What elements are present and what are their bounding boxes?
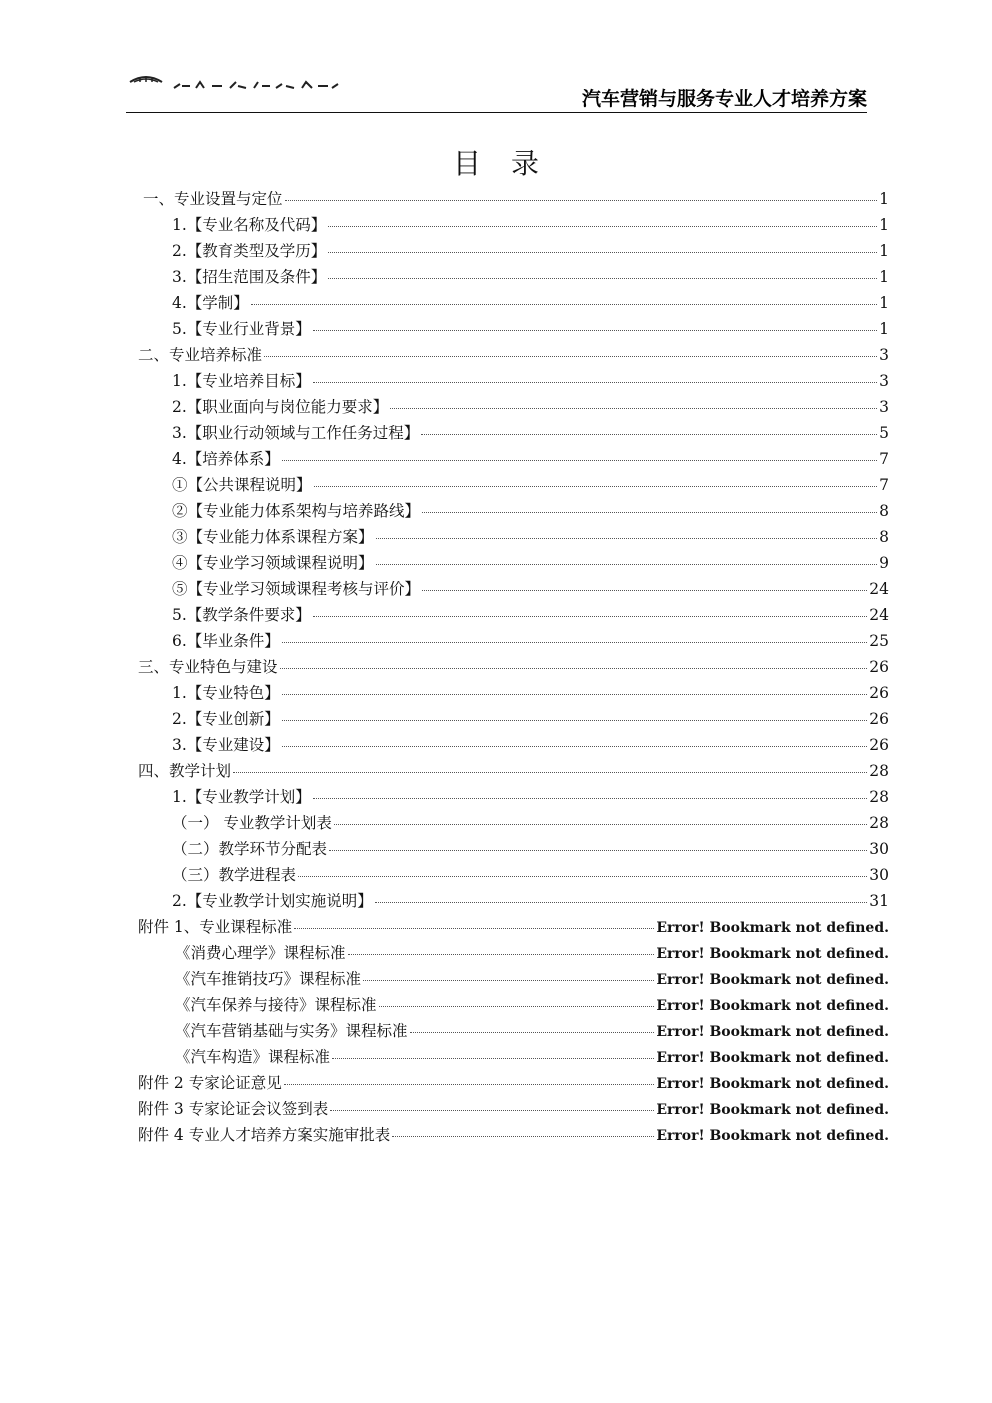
toc-entry-page: 1 xyxy=(879,294,889,312)
toc-entry[interactable] xyxy=(172,602,889,628)
toc-entry[interactable] xyxy=(138,758,889,784)
toc-leader-dots xyxy=(329,849,867,851)
toc-entry-page: 31 xyxy=(869,892,889,910)
toc-entry[interactable] xyxy=(175,1044,889,1070)
toc-entry-label: ③【专业能力体系课程方案】 xyxy=(172,528,374,546)
toc-entry-page: 28 xyxy=(869,788,889,806)
toc-entry[interactable] xyxy=(172,810,889,836)
toc-entry-label: 二、专业培养标准 xyxy=(138,346,263,364)
toc-leader-dots xyxy=(379,1005,655,1007)
toc-entry-label: 三、专业特色与建设 xyxy=(138,658,278,676)
toc-entry-label: 四、教学计划 xyxy=(138,762,232,780)
toc-entry-page: 3 xyxy=(879,372,889,390)
toc-entry-page: 28 xyxy=(869,814,889,832)
toc-leader-dots xyxy=(334,823,867,825)
toc-entry[interactable] xyxy=(172,628,889,654)
toc-entry-label: 3.【招生范围及条件】 xyxy=(172,268,327,286)
toc-entry-page: 3 xyxy=(879,398,889,416)
toc-entry[interactable] xyxy=(172,862,889,888)
toc-entry[interactable] xyxy=(172,446,889,472)
toc-entry[interactable] xyxy=(172,264,889,290)
toc-leader-dots xyxy=(328,251,877,253)
toc-leader-dots xyxy=(363,979,654,981)
toc-entry[interactable] xyxy=(172,550,889,576)
toc-entry-page: 30 xyxy=(869,840,889,858)
toc-entry-label: 《汽车推销技巧》课程标准 xyxy=(175,970,362,988)
toc-entry-label: ①【公共课程说明】 xyxy=(172,476,312,494)
toc-entry-page: Error! Bookmark not defined. xyxy=(656,998,889,1014)
header-title: 汽车营销与服务专业人才培养方案 xyxy=(581,88,867,110)
toc-entry-label: 附件 3 专家论证会议签到表 xyxy=(138,1100,329,1118)
page-header xyxy=(126,70,867,113)
toc-entry-label: 4.【培养体系】 xyxy=(172,450,280,468)
toc-entry-page: 28 xyxy=(869,762,889,780)
toc-entry-label: 《消费心理学》课程标准 xyxy=(175,944,346,962)
toc-leader-dots xyxy=(390,407,877,409)
toc-entry-label: 5.【专业行业背景】 xyxy=(172,320,311,338)
toc-entry-page: 1 xyxy=(879,242,889,260)
toc-leader-dots xyxy=(375,901,867,903)
toc-entry-label: 2.【专业教学计划实施说明】 xyxy=(172,892,373,910)
toc-leader-dots xyxy=(410,1031,655,1033)
toc-entry-page: 1 xyxy=(879,268,889,286)
toc-leader-dots xyxy=(392,1135,654,1137)
toc-leader-dots xyxy=(313,329,877,331)
toc-entry-label: 《汽车构造》课程标准 xyxy=(175,1048,331,1066)
toc-entry-page: 26 xyxy=(869,684,889,702)
toc-entry-page: 7 xyxy=(879,476,889,494)
toc-leader-dots xyxy=(298,875,867,877)
toc-entry-label: 3.【专业建设】 xyxy=(172,736,280,754)
toc-entry[interactable] xyxy=(172,524,889,550)
toc-leader-dots xyxy=(285,199,878,201)
toc-entry[interactable] xyxy=(172,732,889,758)
toc-leader-dots xyxy=(328,277,877,279)
toc-entry[interactable] xyxy=(172,368,889,394)
toc-leader-dots xyxy=(314,485,878,487)
toc-leader-dots xyxy=(313,381,877,383)
toc-entry-label: （三）教学进程表 xyxy=(172,866,297,884)
toc-entry-label: 附件 4 专业人才培养方案实施审批表 xyxy=(138,1126,391,1144)
toc-leader-dots xyxy=(348,953,655,955)
toc-leader-dots xyxy=(313,797,867,799)
toc-leader-dots xyxy=(284,1083,655,1085)
toc-entry-label: 1.【专业教学计划】 xyxy=(172,788,311,806)
toc-entry-page: 30 xyxy=(869,866,889,884)
toc-entry[interactable] xyxy=(138,1070,889,1096)
toc-entry-page: 26 xyxy=(869,710,889,728)
toc-entry[interactable] xyxy=(172,498,889,524)
toc-leader-dots xyxy=(421,433,877,435)
toc-leader-dots xyxy=(376,563,878,565)
toc-leader-dots xyxy=(376,537,878,539)
toc-entry-label: 《汽车营销基础与实务》课程标准 xyxy=(175,1022,408,1040)
toc-entry[interactable] xyxy=(175,966,889,992)
toc-entry-label: （一） 专业教学计划表 xyxy=(172,814,332,832)
toc-entry-page: 24 xyxy=(869,580,889,598)
toc-leader-dots xyxy=(282,745,867,747)
toc-entry-label: 1.【专业特色】 xyxy=(172,684,280,702)
toc-entry-page: Error! Bookmark not defined. xyxy=(656,1128,889,1144)
toc-entry-label: 1.【专业培养目标】 xyxy=(172,372,311,390)
toc-entry[interactable] xyxy=(172,212,889,238)
toc-entry-label: 2.【职业面向与岗位能力要求】 xyxy=(172,398,389,416)
toc-entry[interactable] xyxy=(172,706,889,732)
toc-leader-dots xyxy=(280,667,868,669)
toc-entry[interactable] xyxy=(172,784,889,810)
toc-entry-page: Error! Bookmark not defined. xyxy=(656,1076,889,1092)
toc-entry-label: 一、专业设置与定位 xyxy=(143,190,283,208)
toc-entry-label: 6.【毕业条件】 xyxy=(172,632,280,650)
toc-entry-label: ④【专业学习领域课程说明】 xyxy=(172,554,374,572)
toc-entry[interactable] xyxy=(138,654,889,680)
toc-entry-page: 26 xyxy=(869,736,889,754)
toc-entry[interactable] xyxy=(172,290,889,316)
toc-entry[interactable] xyxy=(138,1122,889,1148)
toc-entry-label: 5.【教学条件要求】 xyxy=(172,606,311,624)
toc-leader-dots xyxy=(330,1109,654,1111)
toc-entry-label: 附件 1、专业课程标准 xyxy=(138,918,293,936)
toc-entry-page: Error! Bookmark not defined. xyxy=(656,1102,889,1118)
toc-entry-page: 8 xyxy=(879,502,889,520)
toc-entry-label: 2.【教育类型及学历】 xyxy=(172,242,327,260)
toc-entry-page: 8 xyxy=(879,528,889,546)
toc-leader-dots xyxy=(422,511,877,513)
toc-entry[interactable] xyxy=(172,394,889,420)
toc-entry[interactable] xyxy=(172,472,889,498)
toc-entry[interactable] xyxy=(175,940,889,966)
toc-entry-label: ②【专业能力体系架构与培养路线】 xyxy=(172,502,421,520)
school-logo xyxy=(126,72,346,94)
toc-entry[interactable] xyxy=(175,992,889,1018)
toc-entry-label: 1.【专业名称及代码】 xyxy=(172,216,327,234)
toc-entry-label: 3.【职业行动领域与工作任务过程】 xyxy=(172,424,420,442)
toc-entry-page: Error! Bookmark not defined. xyxy=(656,1024,889,1040)
toc-entry-page: 7 xyxy=(879,450,889,468)
toc-title: 目录 xyxy=(452,147,569,180)
toc-entry-label: 4.【学制】 xyxy=(172,294,249,312)
toc-leader-dots xyxy=(332,1057,654,1059)
toc-leader-dots xyxy=(251,303,877,305)
toc-entry[interactable] xyxy=(172,420,889,446)
toc-entry-label: 附件 2 专家论证意见 xyxy=(138,1074,282,1092)
toc-entry[interactable] xyxy=(172,680,889,706)
toc-entry-page: 5 xyxy=(879,424,889,442)
toc-entry[interactable] xyxy=(143,186,889,212)
toc-entry-page: Error! Bookmark not defined. xyxy=(656,1050,889,1066)
toc-entry[interactable] xyxy=(175,1018,889,1044)
toc-entry[interactable] xyxy=(172,888,889,914)
toc-entry-page: 24 xyxy=(869,606,889,624)
toc-entry-page: Error! Bookmark not defined. xyxy=(656,972,889,988)
toc-leader-dots xyxy=(294,927,654,929)
toc-leader-dots xyxy=(282,719,867,721)
toc-entry-label: 2.【专业创新】 xyxy=(172,710,280,728)
toc-entry[interactable] xyxy=(172,316,889,342)
toc-entry[interactable] xyxy=(172,576,889,602)
toc-entry[interactable] xyxy=(138,914,889,940)
toc-entry[interactable] xyxy=(138,1096,889,1122)
toc-leader-dots xyxy=(282,693,867,695)
toc-leader-dots xyxy=(264,355,877,357)
toc-entry-page: 26 xyxy=(869,658,889,676)
toc-entry-page: 1 xyxy=(879,190,889,208)
toc-entry-label: ⑤【专业学习领域课程考核与评价】 xyxy=(172,580,421,598)
toc-entry-page: 9 xyxy=(879,554,889,572)
toc-entry[interactable] xyxy=(172,836,889,862)
toc-entry-page: Error! Bookmark not defined. xyxy=(656,920,889,936)
toc-entry-page: 25 xyxy=(869,632,889,650)
toc-entry-page: Error! Bookmark not defined. xyxy=(656,946,889,962)
toc-entry-page: 1 xyxy=(879,320,889,338)
toc-leader-dots xyxy=(282,459,877,461)
toc-leader-dots xyxy=(328,225,877,227)
toc-leader-dots xyxy=(313,615,867,617)
toc-entry[interactable] xyxy=(138,342,889,368)
toc-entry-label: （二）教学环节分配表 xyxy=(172,840,328,858)
toc-leader-dots xyxy=(282,641,867,643)
toc-entry-label: 《汽车保养与接待》课程标准 xyxy=(175,996,377,1014)
toc-entry-page: 1 xyxy=(879,216,889,234)
toc-leader-dots xyxy=(422,589,867,591)
toc-entry[interactable] xyxy=(172,238,889,264)
toc-leader-dots xyxy=(233,771,867,773)
toc-entry-page: 3 xyxy=(879,346,889,364)
